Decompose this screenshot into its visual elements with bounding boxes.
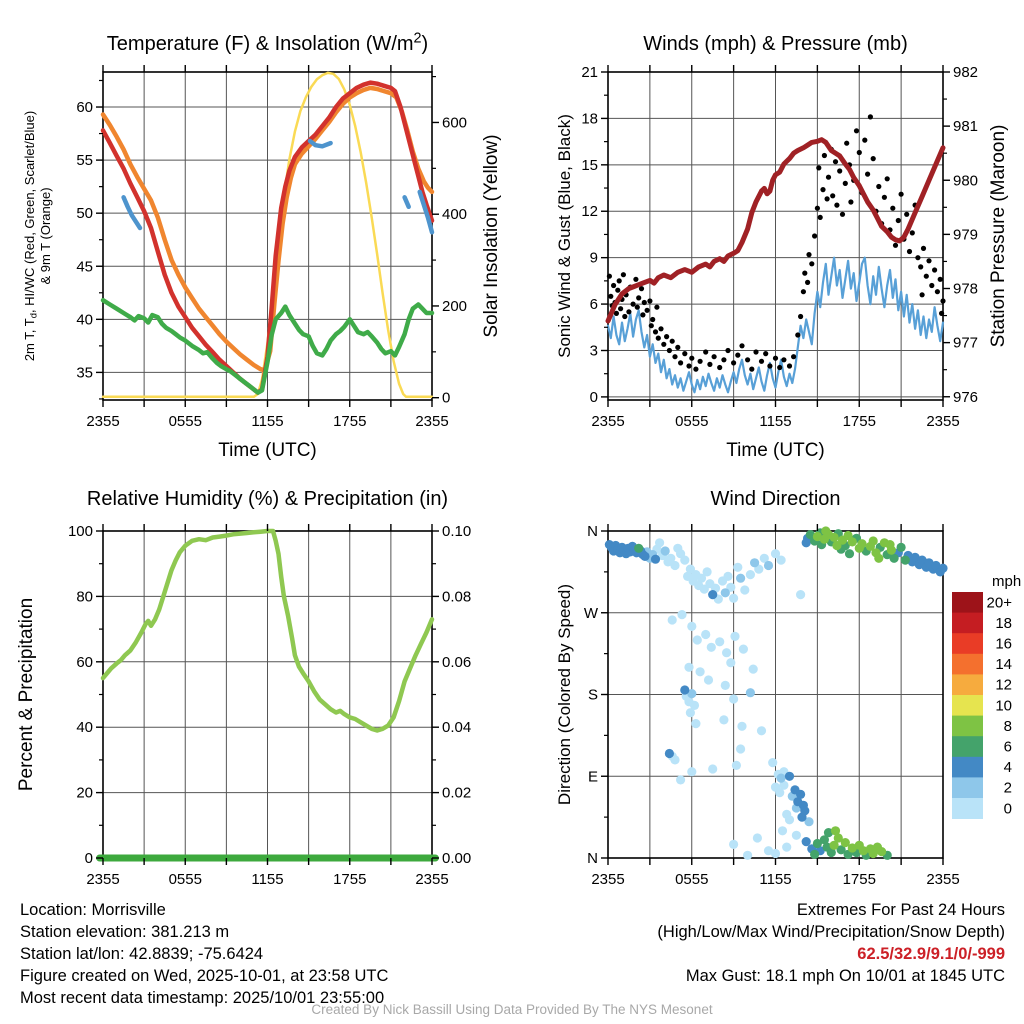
svg-text:1755: 1755 — [333, 871, 367, 888]
svg-text:Station Pressure (Maroon): Station Pressure (Maroon) — [988, 124, 1009, 348]
svg-text:1755: 1755 — [333, 413, 367, 430]
svg-text:1755: 1755 — [842, 413, 876, 430]
svg-text:40: 40 — [76, 311, 93, 329]
svg-text:N: N — [587, 850, 598, 867]
credit-text: Created By Nick Bassill Using Data Provided By The NYS Mesonet — [311, 1002, 713, 1017]
svg-text:45: 45 — [76, 258, 93, 276]
info-location: Location: Morrisville — [20, 901, 166, 919]
info-timestamp: Most recent data timestamp: 2025/10/01 23:55:00 — [20, 989, 385, 1007]
chart-wind-direction — [555, 488, 1021, 888]
svg-text:60: 60 — [76, 653, 93, 671]
extremes-values: 62.5/32.9/9.1/0/-999 — [857, 945, 1005, 963]
station-info-block — [20, 899, 388, 1009]
svg-text:2355: 2355 — [591, 413, 625, 430]
svg-text:0.06: 0.06 — [442, 653, 472, 671]
svg-text:8: 8 — [1003, 717, 1012, 735]
svg-text:2355: 2355 — [926, 871, 960, 888]
svg-text:35: 35 — [76, 364, 93, 382]
svg-text:S: S — [587, 686, 598, 704]
svg-text:14: 14 — [995, 656, 1012, 674]
svg-text:21: 21 — [581, 64, 598, 81]
svg-text:6: 6 — [589, 296, 598, 314]
svg-text:2355: 2355 — [591, 871, 625, 888]
svg-text:12: 12 — [581, 203, 598, 221]
svg-text:Winds (mph) & Pressure (mb): Winds (mph) & Pressure (mb) — [643, 33, 908, 55]
svg-text:18: 18 — [581, 110, 598, 128]
svg-text:9: 9 — [589, 249, 598, 267]
svg-text:0.00: 0.00 — [442, 850, 472, 867]
svg-text:0555: 0555 — [675, 413, 709, 430]
svg-text:& 9m T (Orange): & 9m T (Orange) — [38, 187, 53, 285]
svg-text:1155: 1155 — [251, 871, 284, 888]
svg-text:0.04: 0.04 — [442, 719, 472, 737]
svg-text:20+: 20+ — [986, 594, 1012, 612]
svg-text:2m T, Td, HI/WC (Red, Green, S: 2m T, $T_d$, HI/WC (Red, Green, Scarlet/Blue) — [22, 110, 39, 362]
svg-text:600: 600 — [442, 114, 468, 132]
info-latlon: Station lat/lon: 42.8839; -75.6424 — [20, 945, 264, 963]
series-gusts — [607, 114, 946, 371]
svg-text:979: 979 — [953, 226, 979, 244]
speed-colorbar-legend — [952, 573, 1021, 819]
svg-text:1755: 1755 — [842, 871, 876, 888]
svg-text:2355: 2355 — [415, 871, 449, 888]
svg-text:6: 6 — [1003, 738, 1012, 756]
svg-text:0.10: 0.10 — [442, 523, 472, 540]
chart-rh-precip — [16, 488, 471, 888]
svg-text:2355: 2355 — [926, 413, 960, 430]
svg-text:0555: 0555 — [168, 871, 202, 888]
info-created: Figure created on Wed, 2025-10-01, at 23:58 UTC — [20, 967, 389, 985]
svg-text:Relative Humidity (%) & Precip: Relative Humidity (%) & Precipitation (in) — [86, 488, 449, 510]
svg-text:10: 10 — [995, 697, 1012, 715]
svg-text:W: W — [583, 604, 598, 622]
svg-text:Time (UTC): Time (UTC) — [218, 440, 317, 461]
chart-winds-pressure — [555, 33, 1009, 461]
svg-text:40: 40 — [76, 719, 93, 737]
svg-text:80: 80 — [76, 588, 93, 606]
svg-text:0555: 0555 — [675, 871, 709, 888]
svg-text:976: 976 — [953, 388, 979, 406]
svg-text:981: 981 — [953, 118, 979, 136]
svg-text:0: 0 — [442, 389, 451, 407]
svg-text:15: 15 — [581, 156, 598, 174]
svg-text:Temperature (F) & Insolation (: Temperature (F) & Insolation $(W/m^2)$ — [106, 30, 429, 55]
svg-text:2355: 2355 — [86, 871, 120, 888]
svg-text:4: 4 — [1003, 759, 1012, 777]
svg-text:N: N — [587, 523, 598, 540]
svg-text:Direction (Colored By Speed): Direction (Colored By Speed) — [555, 583, 574, 806]
extremes-block — [657, 899, 1005, 987]
svg-text:50: 50 — [76, 205, 93, 223]
svg-text:16: 16 — [995, 635, 1012, 653]
svg-text:0555: 0555 — [168, 413, 202, 430]
series-direction-dots — [605, 526, 948, 860]
svg-text:Wind Direction: Wind Direction — [710, 488, 841, 510]
svg-text:Percent & Precipitation: Percent & Precipitation — [16, 597, 37, 792]
svg-text:1155: 1155 — [251, 413, 284, 430]
extremes-subtitle: (High/Low/Max Wind/Precipitation/Snow Depth) — [657, 923, 1005, 941]
svg-text:400: 400 — [442, 206, 468, 224]
svg-text:0.02: 0.02 — [442, 784, 472, 802]
svg-text:55: 55 — [76, 152, 93, 170]
svg-text:Solar Insolation (Yellow): Solar Insolation (Yellow) — [481, 134, 502, 338]
svg-text:60: 60 — [76, 99, 93, 117]
svg-text:E: E — [587, 768, 598, 786]
svg-text:Time (UTC): Time (UTC) — [726, 440, 825, 461]
svg-text:0.08: 0.08 — [442, 588, 472, 606]
svg-text:2355: 2355 — [86, 413, 120, 430]
svg-text:18: 18 — [995, 614, 1012, 632]
svg-text:2355: 2355 — [415, 413, 449, 430]
svg-text:977: 977 — [953, 334, 979, 352]
chart-temp-insolation — [22, 30, 502, 461]
svg-text:2: 2 — [1003, 779, 1012, 797]
svg-text:0: 0 — [1003, 800, 1012, 818]
svg-text:200: 200 — [442, 297, 468, 315]
svg-text:982: 982 — [953, 64, 979, 81]
svg-text:3: 3 — [589, 342, 598, 360]
info-elevation: Station elevation: 381.213 m — [20, 923, 230, 941]
svg-text:0: 0 — [589, 388, 598, 406]
extremes-title: Extremes For Past 24 Hours — [796, 901, 1005, 919]
svg-text:100: 100 — [67, 523, 93, 540]
svg-text:0: 0 — [84, 850, 93, 867]
svg-text:mph: mph — [992, 573, 1022, 590]
svg-text:980: 980 — [953, 172, 979, 190]
max-gust-text: Max Gust: 18.1 mph On 10/01 at 1845 UTC — [685, 967, 1005, 985]
svg-text:978: 978 — [953, 280, 979, 298]
svg-text:Sonic Wind & Gust (Blue, Black: Sonic Wind & Gust (Blue, Black) — [555, 114, 574, 358]
svg-text:12: 12 — [995, 676, 1012, 694]
svg-text:1155: 1155 — [759, 871, 792, 888]
svg-text:20: 20 — [76, 784, 93, 802]
svg-text:1155: 1155 — [759, 413, 792, 430]
